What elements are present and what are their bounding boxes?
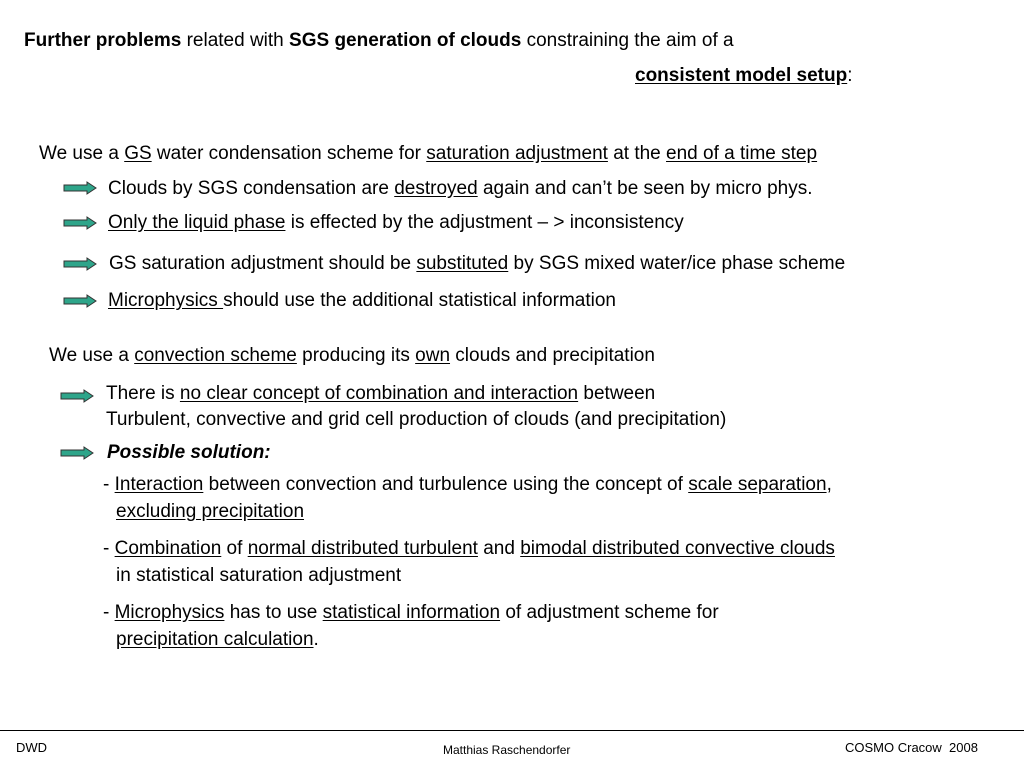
right-arrow-icon: [63, 257, 97, 271]
item1-excluding-precipitation: excluding precipitation: [116, 501, 305, 522]
title-text-4: constraining the aim of a: [521, 30, 734, 51]
s2-text: We use a: [49, 345, 135, 366]
s1-saturation-adjustment: saturation adjustment: [426, 143, 608, 164]
item3-precipitation-calculation: precipitation calculation: [116, 629, 314, 650]
s1-end-of-time-step: end of a time step: [666, 143, 818, 164]
s1-bullet-3: [109, 252, 845, 276]
item2-bimodal-distributed: bimodal distributed convective clouds: [520, 538, 835, 559]
s2b1-no-clear-concept: no clear concept of combination and interaction: [179, 383, 579, 404]
s1b3-text: by SGS mixed water/ice phase scheme: [508, 253, 846, 274]
s1b3-substituted: substituted: [416, 253, 509, 274]
s1-bullet-4: [108, 289, 616, 313]
s1b1-text: again and can’t be seen by micro phys.: [477, 178, 813, 199]
item1-text: between convection and turbulence using the concept of: [203, 474, 689, 495]
footer-dwd: DWD: [16, 740, 48, 755]
right-arrow-icon: [63, 294, 97, 308]
s1b2-text: is effected by the adjustment – > inconsistency: [285, 212, 684, 233]
s2-bullet-1: [106, 382, 655, 406]
s1b3-text: GS saturation adjustment should be: [109, 253, 417, 274]
s1-gs: GS: [124, 143, 152, 164]
s1b4-text: should use the additional statistical information: [223, 290, 616, 311]
s2b1-text: between: [578, 383, 656, 404]
s1b4-microphysics: Microphysics: [108, 290, 224, 311]
item2-text: of: [221, 538, 248, 559]
possible-solution: Possible solution:: [107, 442, 271, 463]
footer-event: COSMO Cracow 2008: [845, 740, 978, 755]
item1-comma: ,: [826, 474, 832, 495]
item3-statistical-information: statistical information: [322, 602, 501, 623]
footer-author: Matthias Raschendorfer: [443, 743, 571, 757]
s2-text: clouds and precipitation: [450, 345, 655, 366]
slide-title: [24, 29, 734, 53]
solution-item-2: [103, 537, 835, 561]
s1-bullet-1: [108, 177, 813, 201]
right-arrow-icon: [63, 216, 97, 230]
title-colon: :: [847, 65, 853, 86]
s1b1-destroyed: destroyed: [394, 178, 478, 199]
s1-text: at the: [607, 143, 667, 164]
section1-intro: [39, 142, 817, 166]
item2-text: and: [477, 538, 521, 559]
s2-text: producing its: [296, 345, 416, 366]
item-dash: -: [103, 474, 115, 495]
item3-text: has to use: [224, 602, 323, 623]
s1-text: water condensation scheme for: [151, 143, 427, 164]
title-bold-2: SGS generation of clouds: [289, 30, 522, 51]
item2-combination: Combination: [114, 538, 222, 559]
s1-text: We use a: [39, 143, 125, 164]
item-dash: -: [103, 538, 115, 559]
s2-bullet-1-line2: Turbulent, convective and grid cell production of clouds (and precipitation): [106, 409, 727, 430]
item2-normal-distributed: normal distributed turbulent: [247, 538, 478, 559]
solution-item-1: [103, 473, 832, 497]
item3-text: of adjustment scheme for: [500, 602, 719, 623]
solution-item-1-line2: [116, 500, 304, 524]
slide-title-line2: [635, 64, 852, 88]
s2b1-text: There is: [106, 383, 180, 404]
title-consistent-setup: consistent model setup: [635, 65, 848, 86]
s1b1-text: Clouds by SGS condensation are: [108, 178, 395, 199]
right-arrow-icon: [63, 181, 97, 195]
item3-period: .: [313, 629, 319, 650]
solution-item-2-line2: in statistical saturation adjustment: [116, 565, 402, 586]
s1b2-liquid-phase: Only the liquid phase: [108, 212, 286, 233]
title-text-2: related with: [181, 30, 290, 51]
s2-convection-scheme: convection scheme: [134, 345, 297, 366]
right-arrow-icon: [60, 446, 94, 460]
solution-item-3: [103, 601, 719, 625]
item-dash: -: [103, 602, 115, 623]
item3-microphysics: Microphysics: [114, 602, 225, 623]
item1-scale-separation: scale separation: [688, 474, 827, 495]
item1-interaction: Interaction: [114, 474, 204, 495]
s2-own: own: [415, 345, 451, 366]
right-arrow-icon: [60, 389, 94, 403]
solution-item-3-line2: [116, 628, 319, 652]
footer-divider: [0, 730, 1024, 731]
section2-intro: [49, 344, 655, 368]
s1-bullet-2: [108, 211, 684, 235]
title-bold-1: Further problems: [24, 30, 182, 51]
